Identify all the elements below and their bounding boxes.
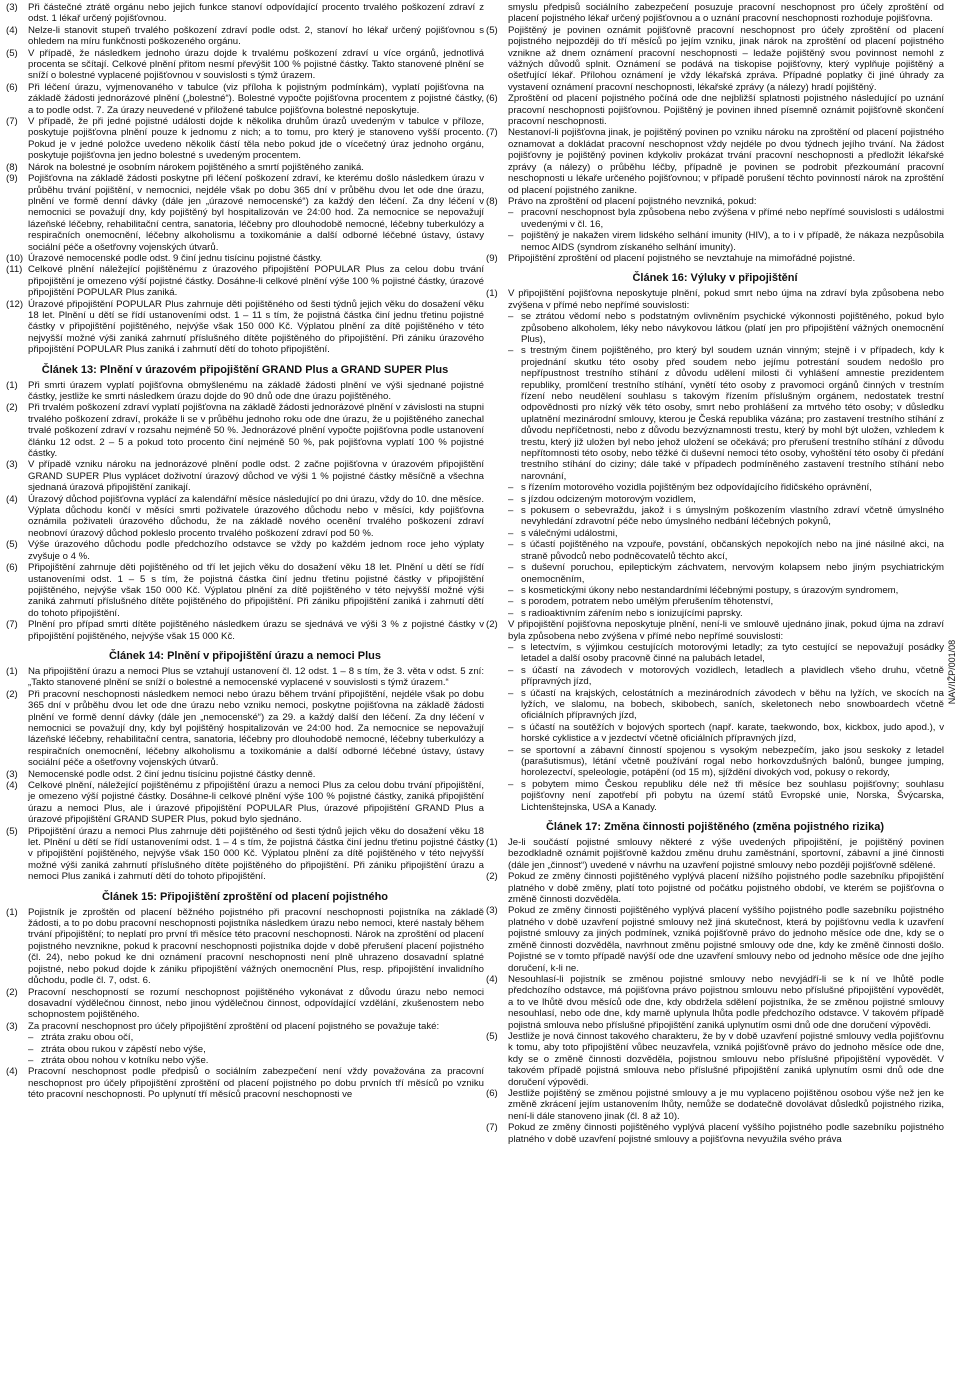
dash-item — [508, 665, 944, 688]
paragraph — [6, 666, 484, 689]
paragraph-text: Zproštění od placení pojistného počíná ode dne nejbližší splatnosti pojistného následující po uznání pracovní neschopnosti pojišťovnou. Pojištěný je povinen ihned písemně oznámit pojišťovně skončení pracovní neschopnosti. — [508, 93, 944, 128]
dash-item — [508, 494, 944, 505]
paragraph — [486, 1088, 944, 1122]
dash-item-text: pojištěný je nakažen virem lidského selhání imunity (HIV), a to i v případě, že nákaza nezpůsobila nemoc AIDS (syndrom získaného selhání imunity). — [521, 230, 944, 253]
art17-paragraphs — [486, 837, 944, 1145]
dash-bullet: – — [508, 539, 514, 551]
dash-bullet: – — [508, 345, 514, 357]
paragraph — [486, 93, 944, 127]
dash-item-text: s účastí na soutěžích v bojových sportech (např. karate, taekwondo, box, kickbox, judo apod.), v horské cyklistice a v jezdectví včetně oficiálních přípravných jízd, — [521, 721, 944, 745]
dash-item — [508, 779, 944, 813]
paragraph-number: (1) — [6, 379, 18, 391]
paragraph-text: Pokud ze změny činnosti pojištěného vyplývá placení nižšího pojistného podle sazebníku připojištění platného v době změny, platí toto pojistné od počátku pojistného období, ve kterém se pojišťovna o změně činnosti dozvěděla. — [508, 871, 944, 906]
dash-bullet: – — [508, 230, 514, 242]
paragraph-number: (4) — [486, 973, 498, 985]
paragraph — [6, 2, 484, 25]
paragraph — [6, 25, 484, 48]
paragraph — [6, 264, 484, 298]
paragraph-number: (7) — [486, 1122, 498, 1134]
dash-item-text: s letectvím, s výjimkou cestujících motorovými letadly; za tyto cestující se nepovažují posádky letadel a další osoby pracovně činné na palubách letadel, — [521, 641, 944, 665]
side-code-text: NAV/IŽP/001/08 — [947, 639, 957, 705]
paragraph — [6, 619, 484, 642]
paragraph-number: (5) — [6, 47, 18, 59]
dash-item-text: se ztrátou vědomí nebo s podstatným ovlivněním psychické výkonnosti pojištěného, pokud bylo způsobeno alkoholem, léky nebo návykovou látkou (platí jen pro připojištění vážných onemocnění Plus), — [521, 311, 944, 345]
art12-paragraphs — [6, 2, 484, 356]
continued-text: smyslu předpisů sociálního zabezpečení posuzuje pracovní neschopnost pro účely zproštění od placení pojistného lékař určený pojišťovnou a o uznání pracovní neschopnosti rozhoduje pojišťovna. — [508, 2, 944, 25]
dash-item-text: s účastí na krajských, celostátních a mezinárodních závodech v běhu na lyžích, ve skocích na lyžích, ve slalomu, na bobech, skibobech, saních, skeletonech nebo snowboardech včetně oficiálních přípravných jízd, — [521, 687, 944, 722]
art15-paragraphs-d — [486, 253, 944, 264]
dash-item — [508, 311, 944, 345]
paragraph-number: (1) — [486, 288, 498, 300]
paragraph-number: (7) — [6, 619, 18, 631]
paragraph — [486, 253, 944, 264]
art15-paragraphs-b — [6, 1066, 484, 1100]
art16-dash-list-2 — [486, 642, 944, 813]
paragraph — [486, 25, 944, 93]
paragraph-number: (2) — [6, 402, 18, 414]
paragraph-number: (5) — [486, 1030, 498, 1042]
dash-item-text: s pobytem mimo Českou republiku déle než tři měsíce bez souhlasu pojišťovny; souhlasu pojišťovny není zapotřebí při pobytu na území států Evropské unie, Norska, Švýcarska, Lichtenštejnska, USA a Kanady. — [521, 778, 944, 813]
dash-item — [508, 528, 944, 539]
paragraph-text: Pojišťovna na základě žádosti poskytne při léčení poškození zdraví, ke kterému došlo následkem úrazu v průběhu trvání pojištění, v nemocnici, nejdéle však po dobu 365 dní v průběhu dvou let ode dne úrazu, plnění ve formě denní dávky (dále jen „úrazové nemocenské“) za každý den léčení. Za dny léčení v nemocnici se považují dny, kdy pojištěný byl hospitalizován ve 24:00 hod. Za nemocnice se nepovažují lázeňské léčebny, rehabilitační centra, sanatoria, léčebny pro dlouhodobě nemocné, léčebny tuberkulózy a respiračních onemocnění, léčebny alkoholismu a toxikománie a další odborné léčebné ústavy, ústavy sociální péče a ošetřovny vojenských útvarů. — [28, 173, 484, 253]
dash-bullet: – — [508, 744, 514, 756]
paragraph-number: (7) — [6, 116, 18, 128]
dash-item — [508, 596, 944, 607]
paragraph-text: Právo na zproštění od placení pojistného nevzniká, pokud: — [508, 195, 757, 207]
dash-item-text: s kosmetickými úkony nebo nestandardními léčebnými postupy, s úrazovým syndromem, — [521, 584, 899, 596]
art14-paragraphs — [6, 666, 484, 883]
dash-item-text: s radioaktivním zářením nebo s ionizujícími paprsky. — [521, 607, 743, 619]
paragraph — [486, 127, 944, 195]
paragraph-number: (5) — [6, 539, 18, 551]
paragraph-number: (4) — [6, 493, 18, 505]
dash-item-text: s duševní poruchou, epileptickým záchvatem, nervovým kolapsem nebo jiným psychiatrickým onemocněním, — [521, 562, 944, 585]
art15-dash-list — [6, 1032, 484, 1066]
dash-item — [28, 1032, 484, 1043]
dash-bullet: – — [508, 482, 514, 494]
paragraph-text: V případě, že následkem jednoho úrazu dojde k trvalému poškození zdraví u více orgánů, jednotlivá procenta se sčítají. Celkové plnění přitom nesmí převýšit 100 % pojistné částky. Takto stanovené plnění se sníží o bolestné vyplacené pojišťovnou v souvislosti s týmž úrazem. — [28, 47, 484, 82]
dash-item-text: s účastí pojištěného na vzpouře, povstání, občanských nepokojích nebo na jiné násilné akci, na straně původců nebo podněcovatelů těchto akcí, — [521, 539, 944, 562]
paragraph — [6, 48, 484, 82]
paragraph — [486, 871, 944, 905]
paragraph-number: (4) — [6, 24, 18, 36]
paragraph-text: Pracovní neschopností se rozumí neschopnost pojištěného vykonávat z důvodu úrazu nebo nemoci dosavadní výdělečnou činnost, nebo jinou výdělečnou činnost, odpovídající vzdělání, zkušenostem nebo schopnostem pojištěného. — [28, 986, 484, 1021]
paragraph-text: V případě vzniku nároku na jednorázové plnění podle odst. 2 začne pojišťovna v úrazovém připojištění GRAND SUPER Plus vyplácet doživotní úrazový důchod ve výši 1 % pojistné částky měsíčně a všechna sjednaná úrazová připojištění zanikají. — [28, 459, 484, 494]
dash-bullet: – — [508, 721, 514, 733]
paragraph-number: (9) — [486, 252, 498, 264]
dash-item — [508, 482, 944, 493]
paragraph — [6, 82, 484, 116]
paragraph-text: Pokud ze změny činnosti pojištěného vyplývá placení vyššího pojistného podle sazebníku pojistného platného v době uzavření pojistné smlouvy než jiná skutečnost, která by pojišťovnu vedla k uzavření pojistné smlouvy za jiných podmínek, vzniká pojišťovně právo do jednoho měsíce ode dne, kdy se o změně činnosti dozvěděla, navrhnout změnu pojistné smlouvy ode dne, kdy ke změně činnosti došlo. Pojistné se v tomto případě navýší ode dne uzavření smlouvy nebo od jednoho měsíce ode dne jejího doručení, k-li ne. — [508, 905, 944, 974]
paragraph — [6, 162, 484, 173]
dash-item-text: s válečnými událostmi, — [521, 527, 618, 539]
paragraph-text: Pokud ze změny činnosti pojištěného vyplývá placení vyššího pojistného podle sazebníku pojistného platného v době uzavření pojistné smlouvy a pojišťovna nevyužila svého práva — [508, 1122, 944, 1145]
article-16-heading: Článek 16: Výluky v připojištění — [632, 272, 798, 285]
paragraph-text: Nelze-li stanovit stupeň trvalého poškození zdraví podle odst. 2, stanoví ho lékař určený pojišťovnou s ohledem na míru funkčnosti poškozeného orgánu. — [28, 24, 484, 48]
paragraph — [6, 689, 484, 769]
dash-bullet: – — [508, 596, 514, 608]
art15-paragraphs-c — [486, 25, 944, 208]
dash-item — [508, 608, 944, 619]
paragraph — [6, 780, 484, 826]
dash-item-text: ztráta zraku obou očí, — [41, 1032, 134, 1044]
dash-bullet: – — [28, 1043, 34, 1055]
paragraph-number: (6) — [486, 93, 498, 105]
paragraph — [486, 1122, 944, 1145]
dash-item-text: s trestným činem pojištěného, pro který byl soudem uznán vinným; stejně i v případech, kdy k projednání skutku této osoby před soudem nebo jejímu potrestání soudem nedošlo pro nepřípustnost trestního stíhání z důvodu udělení milosti či vyhlášení amnestie prezidentem republiky, promlčení trestního stíhání, vynětí této osoby z pravomoci orgánů činných v trestním řízení nebo neudělení souhlasu s takovým řízením příslušným orgánem, nedostatek trestní odpovědnosti pro nízký věk této osoby, smrt nebo prohlášení za mrtvého této osoby; v důsledku uplatnění mezinárodní smlouvy, kterou je Česká republika vázána; pro zastavení trestního stíhání z důvodu nepříčetnosti, nebo z důvodu bezvýznamnosti trestu, který by mohl být uložen, vzhledem k trestu, který již uložen byl nebo jehož uložení se očekává; pro přerušení trestního stíhání z důvodu nepřítomnosti této osoby, nebo těžké či duševní nemoci této osoby, vyhoštění této osoby či předání trestního stíhání do ciziny; dále také v případech podmíněného zastavení trestního stíhání nebo narovnání, — [521, 345, 944, 482]
paragraph-text: Úrazové nemocenské podle odst. 9 činí jednu tisícinu pojistné částky. — [28, 252, 323, 264]
side-code — [945, 622, 959, 722]
paragraph — [6, 116, 484, 162]
dash-bullet: – — [508, 778, 514, 790]
paragraph-number: (2) — [486, 619, 498, 631]
paragraph — [6, 826, 484, 883]
paragraph-text: V připojištění pojišťovna neposkytuje plnění, pokud smrt nebo újma na zdraví byla způsobena nebo zvýšena v přímé nebo nepřímé souvislosti: — [508, 288, 944, 311]
paragraph — [6, 459, 484, 493]
paragraph — [6, 987, 484, 1021]
paragraph-number: (12) — [6, 298, 24, 310]
dash-bullet: – — [508, 311, 514, 323]
article-14-heading: Článek 14: Plnění v připojištění úrazu a nemoci Plus — [108, 649, 382, 662]
dash-bullet: – — [508, 664, 514, 676]
paragraph — [486, 196, 944, 207]
article-15-heading: Článek 15: Připojištění zproštění od placení pojistného — [101, 890, 389, 903]
paragraph — [6, 1021, 484, 1032]
paragraph-text: Připojištění zproštění od placení pojistného se nevztahuje na mimořádné pojistné. — [508, 252, 856, 264]
art15-paragraphs-a — [6, 907, 484, 1032]
dash-item-text: ztráta obou rukou v zápěstí nebo výše, — [41, 1043, 206, 1055]
paragraph-text: Plnění pro případ smrti dítěte pojištěného následkem úrazu se sjednává ve výši 3 % z pojistné částky v připojištění pojištěného, nejvýše však 15 000 Kč. — [28, 619, 484, 642]
paragraph-text: V případě, že při jedné pojistné události dojde k několika druhům úrazů uvedeným v tabulce v příloze, poskytuje pojišťovna plnění pouze k jednomu z nich; a to tomu, pro který je stanoveno vyšší procento. Pokud je v jedné položce uvedeno několik částí těla nebo pokud jde o vícečetný úraz jednoho orgánu, poskytuje pojišťovna jen jedno bolestné s uvedeným procentem. — [28, 116, 484, 162]
dash-item — [508, 642, 944, 665]
paragraph-number: (11) — [6, 264, 23, 276]
paragraph-text: Celkové plnění, náležející pojištěnému z připojištění úrazu a nemoci Plus za celou dobu trvání připojištění, je omezeno výší pojistné částky. Dosáhne-li celkové plnění výše 100 % pojistné částky, zaniká připojištění úrazu a nemoci Plus, ale i úrazové připojištění POPULAR Plus, úrazové připojištění GRAND Plus a úrazové připojištění GRAND SUPER Plus, pokud bylo sjednáno. — [28, 780, 484, 826]
paragraph-text: Připojištění zahrnuje děti pojištěného od tří let jejich věku do dosažení věku 18 let. Plnění u dětí se řídí ustanoveními odst. 1 – 5 s tím, že pojistná částka činí jednu třetinu pojistné částky v připojištění pojištěného, nejvýše však 150 000 Kč. Výplatou plnění za dítě pojištěného v této nejvyšší možné výši zaniká zahrnutí příslušného dítěte pojištěného do připojištění. Při zániku připojištění zaniká i zahrnutí dětí do tohoto připojištění. — [28, 562, 484, 619]
dash-bullet: – — [508, 527, 514, 539]
paragraph — [486, 905, 944, 973]
dash-item — [28, 1055, 484, 1066]
paragraph-text: Nestanoví-li pojišťovna jinak, je pojištěný povinen po vzniku nároku na zproštění od placení pojistného oznamovat a dokládat pracovní neschopnost vždy nejdéle po dvou týdnech jejího trvání. Na žádost pojišťovny je pojištěný povinen kdykoliv prokázat trvání pracovní neschopnosti a předložit lékařské zprávy (a nálezy) o průběhu léčby, případně je povinen se podrobit přezkoumání pracovní neschopnosti u lékaře určeného pojišťovnou; v případě porušení těchto povinností nárok na zproštění od placení pojistného zanikne. — [508, 127, 944, 196]
left-column — [6, 2, 484, 1101]
dash-item — [508, 585, 944, 596]
paragraph-number: (2) — [486, 871, 498, 883]
paragraph-number: (3) — [6, 2, 18, 13]
paragraph-number: (10) — [6, 252, 24, 264]
dash-item-text: s pokusem o sebevraždu, jakož i s úmyslným poškozením vlastního zdraví včetně úmyslného nevyhledání zdravotní péče nebo úmyslného nedbání léčebných pokynů, — [521, 505, 944, 528]
paragraph-text: Celkové plnění náležející pojištěnému z úrazového připojištění POPULAR Plus za celou dobu trvání připojištění je omezeno výší pojistné částky. Dosáhne-li celkové plnění výše 100 % pojistné částky, úrazové připojištění POPULAR Plus zaniká. — [28, 264, 484, 299]
dash-item-text: s účastí na závodech v motorových vozidlech, letadlech a plavidlech všeho druhu, včetně přípravných jízd, — [521, 664, 944, 688]
art16-paragraphs-a — [486, 288, 944, 311]
dash-item — [508, 745, 944, 779]
article-13-heading: Článek 13: Plnění v úrazovém připojištění GRAND Plus a GRAND SUPER Plus — [41, 363, 449, 376]
paragraph-number: (1) — [6, 906, 18, 918]
art13-paragraphs — [6, 380, 484, 642]
paragraph-text: Pojištěný je povinen oznámit pojišťovně pracovní neschopnost pro účely zproštění od placení pojistného nejpozději do tří měsíců po jejím vzniku, jinak nárok na zproštění od placení pojistného vznikne až dnem oznámení pracovní neschopnosti – ledaže pojištěný svou povinnost nemohl z vážných důvodů splnit. Oznámení se podává na tiskopise pojišťovny, který vyplňuje pojištěný a ošetřující lékař. Přílohou oznámení je vždy lékařská zpráva. Případné poplatky či jiné úhrady za vystavení oznámení pracovní neschopnosti, lékařské zprávy (a nálezy) hradí pojištěný. — [508, 24, 944, 93]
paragraph — [6, 380, 484, 403]
paragraph — [6, 494, 484, 540]
dash-bullet: – — [508, 207, 514, 219]
dash-bullet: – — [508, 562, 514, 574]
dash-item-text: s jízdou odcizeným motorovým vozidlem, — [521, 493, 696, 505]
paragraph-text: Pojistník je zproštěn od placení běžného pojistného při pracovní neschopnosti pojistníka na základě žádosti, a to po dobu pracovní neschopnosti pojistníka následkem úrazu nebo nemoci, které nastaly během trvání připojištění; to neplatí pro první tři měsíce této pracovní neschopnosti. Nárok na zproštění od placení pojistného nevznikne, pokud k pracovní neschopnosti pojistníka dojde v době přerušení placení pojistného (čl. 24), nebo pokud ke dni oznámení pracovní neschopnosti není plně uhrazeno dosavadní splatné pojistné, nebo pokud dojde k zániku připojištění vážných onemocnění Plus, resp. připojištění invalidního důchodu, podle čl. 7, odst. 6. — [28, 906, 484, 987]
paragraph-number: (6) — [6, 81, 18, 93]
dash-bullet: – — [508, 505, 514, 517]
paragraph — [486, 837, 944, 871]
paragraph — [486, 1031, 944, 1088]
paragraph-number: (4) — [6, 780, 18, 791]
paragraph-number: (9) — [6, 173, 18, 185]
dash-bullet: – — [28, 1054, 34, 1066]
paragraph-text: V připojištění pojišťovna neposkytuje plnění, není-li ve smlouvě ujednáno jinak, pokud újma na zdraví byla způsobena nebo zvýšena v přímé nebo nepřímé souvislosti: — [508, 619, 944, 642]
paragraph — [6, 299, 484, 356]
paragraph — [6, 402, 484, 459]
paragraph-number: (6) — [6, 562, 18, 574]
dash-item-text: s porodem, potratem nebo umělým přerušením těhotenství, — [521, 596, 774, 608]
paragraph-number: (2) — [6, 688, 18, 700]
paragraph-text: Úrazové připojištění POPULAR Plus zahrnuje děti pojištěného od šesti týdnů jejich věku do dosažení věku 18 let. Plnění u dětí se řídí ustanoveními odst. 1 – 11 s tím, že pojistná částka činí jednu třetinu pojistné částky v připojištění pojištěného, nejvýše však 150 000 Kč. Výplatou plnění za dítě pojištěného v této nejvyšší možné výši zaniká zahrnutí příslušného dítěte pojištěného do připojištění. Při zániku úrazového připojištění POPULAR Plus zaniká i zahrnutí dětí do tohoto připojištění. — [28, 298, 484, 356]
article-17-heading: Článek 17: Změna činnosti pojištěného (změna pojistného rizika) — [545, 821, 884, 834]
dash-item — [508, 345, 944, 482]
paragraph-text: Nesouhlasí-li pojistník se změnou pojistné smlouvy nebo nevyjádří-li se k ní ve lhůtě podle předchozího odstavce, má pojišťovna právo pojistnou smlouvu nebo příslušné připojištění vypovědět, a to ve lhůtě dvou měsíců ode dne, kdy obdržela sdělení pojistníka, že se změnou pojistné smlouvy nesouhlasí, nebo ode dne, kdy marně uplynula lhůta podle předchozího odstavce. V takovém případě pojistná smlouva nebo příslušné připojištění zaniká uplynutím osmi dnů ode dne doručení výpovědi. — [508, 973, 944, 1031]
right-column — [486, 2, 944, 1145]
paragraph-number: (5) — [6, 825, 18, 837]
dash-item — [28, 1044, 484, 1055]
paragraph-text: Při smrti úrazem vyplatí pojišťovna obmyšlenému na základě žádosti plnění ve výši sjednané pojistné částky, jestliže ke smrti následkem úrazu dojde do 90 dnů ode dne úrazu pojištěného. — [28, 379, 484, 402]
paragraph — [6, 539, 484, 562]
paragraph-text: Při částečné ztrátě orgánu nebo jejich funkce stanoví odpovídající procento trvalého poškození zdraví z odst. 1 lékař určený pojišťovnou. — [28, 2, 484, 25]
dash-bullet: – — [508, 607, 514, 619]
dash-item-text: s řízením motorového vozidla pojištěným bez odpovídajícího řidičského oprávnění, — [521, 482, 872, 494]
dash-bullet: – — [508, 641, 514, 653]
art15-dash-list-2 — [486, 207, 944, 253]
paragraph-number: (3) — [486, 905, 498, 917]
paragraph-text: Úrazový důchod pojišťovna vyplácí za kalendářní měsíce následující po dni úrazu, vždy do 10. dne měsíce. Výplata důchodu končí v měsíci smrti poživatele úrazového důchodu nebo v měsíci, kdy pojišťovna oznámila poživateli úrazového důchodu, že na základě nového ocenění trvalého poškození zdraví neobnoví úrazový důchod pokleslo procento trvalého poškození zdraví pod 50 %. — [28, 493, 484, 539]
dash-bullet: – — [508, 584, 514, 596]
paragraph-text: Za pracovní neschopnost pro účely připojištění zproštění od placení pojistného se považuje také: — [28, 1020, 440, 1032]
dash-bullet: – — [28, 1032, 34, 1044]
dash-bullet: – — [508, 687, 514, 699]
paragraph-number: (3) — [6, 768, 18, 780]
paragraph-text: Jestliže je nová činnost takového charakteru, že by v době uzavření pojistné smlouvy vedla pojišťovnu k tomu, aby toto připojištění vůbec neuzavřela, vzniká pojišťovně právo do jednoho měsíce ode dne, kdy se o změně činnosti dozvěděla, pojistnou smlouvu nebo příslušné připojištění vypovědět. V takovém případě pojistná smlouva nebo příslušné připojištění zaniká uplynutím osmi dnů ode dne doručení výpovědi. — [508, 1030, 944, 1088]
dash-item — [508, 539, 944, 562]
paragraph-text: Výše úrazového důchodu podle předchozího odstavce se vždy po každém jednom roce jeho výplaty zvyšuje o 4 %. — [28, 539, 484, 562]
dash-item — [508, 230, 944, 253]
paragraph — [6, 907, 484, 987]
paragraph-number: (1) — [486, 837, 498, 849]
paragraph-number: (3) — [6, 1020, 18, 1032]
dash-item — [508, 207, 944, 230]
art16-dash-list-1 — [486, 311, 944, 619]
paragraph-text: Je-li součástí pojistné smlouvy některé z výše uvedených připojištění, je pojištěný povinen bezodkladně oznámit pojišťovně každou změnu druhu zaměstnání, sportovní, zábavní a jiné činnosti (dále jen „činnost“) uvedené v návrhu na uzavření pojistné smlouvy nebo později pojišťovně sdělené. — [508, 837, 944, 871]
paragraph-text: Při pracovní neschopnosti následkem nemoci nebo úrazu během trvání připojištění, nejdéle však po dobu 365 dní v průběhu dvou let ode dne úrazu nebo vzniku nemoci, poskytne pojišťovna na základě žádosti plnění ve formě denní dávky (dále jen „nemocenské“) za 29. a každý další den léčení. Za dny léčení v nemocnici se považují dny, kdy byl pojištěný hospitalizován ve 24:00 hod. Za nemocnice se nepovažují lázeňské léčebny, rehabilitační centra, sanatoria, léčebny pro dlouhodobě nemocné, léčebny tuberkulózy a respiračních onemocnění, léčebny alkoholismu a toxikománie a další odborné léčebné ústavy, ústavy sociální péče a ošetřovny vojenských útvarů. — [28, 688, 484, 769]
paragraph-number: (8) — [6, 161, 18, 173]
paragraph-text: Při léčení úrazu, vyjmenovaného v tabulce (viz příloha k pojistným podmínkám), vyplatí pojišťovna na základě žádosti jednorázové plnění („bolestné“). Bolestné vypočte pojišťovna procentem z pojistné částky, a to podle odst. 7. Za úrazy neuvedené v přiložené tabulce pojišťovna bolestné neposkytuje. — [28, 81, 484, 116]
dash-item — [508, 562, 944, 585]
paragraph-number: (5) — [486, 24, 498, 36]
paragraph-number: (4) — [6, 1066, 18, 1078]
paragraph-number: (6) — [486, 1087, 498, 1099]
paragraph-text: Při trvalém poškození zdraví vyplatí pojišťovna na základě žádosti jednorázové plnění v závislosti na stupni trvalého poškození zdraví, prokáže li se v průběhu jednoho roku ode dne úrazu, že u pojištěného zanechal trvalé poškození zdraví v rozsahu nejméně 50 %. Jednorázové plnění vypočte pojišťovna podle ustanovení článku 12 odst. 2 – 5 a pokud toto procento činí nejméně 50 %, pak pojišťovna vyplatí 100 % pojistné částky. — [28, 402, 484, 460]
dash-item — [508, 505, 944, 528]
paragraph-text: Nemocenské podle odst. 2 činí jednu tisícinu pojistné částky denně. — [28, 768, 316, 780]
paragraph-text: Nárok na bolestné je osobním nárokem pojištěného a smrtí pojištěného zaniká. — [28, 161, 364, 173]
paragraph-text: Na připojištění úrazu a nemoci Plus se vztahují ustanovení čl. 12 odst. 1 – 8 s tím, že 3. věta v odst. 5 zní: „Takto stanovené plnění se sníží o bolestné a nemocenské vyplacené v souvislosti s týmž úrazem.“ — [28, 665, 484, 689]
paragraph — [6, 562, 484, 619]
art16-paragraphs-b — [486, 619, 944, 642]
paragraph — [6, 173, 484, 253]
paragraph-number: (8) — [486, 195, 498, 207]
dash-item — [508, 688, 944, 722]
paragraph — [6, 1066, 484, 1100]
paragraph-text: Připojištění úrazu a nemoci Plus zahrnuje děti pojištěného od šesti týdnů jejich věku do dosažení věku 18 let. Plnění u dětí se řídí ustanoveními odst. 1 – 4 s tím, že pojistná částka činí jednu třetinu pojistné částky v připojištění pojištěného, nejvýše však 150 000 Kč. Výplatou plnění za dítě pojištěného v této nejvyšší možné výši zaniká zahrnutí příslušného dítěte pojištěného do připojištění. Při zániku připojištění úrazu a nemoci Plus zaniká i zahrnutí dětí do tohoto připojištění. — [28, 825, 484, 883]
dash-item-text: se sportovní a zábavní činností spojenou s vysokým nebezpečím, jako jsou seskoky z letadel (parašutismus), létání včetně používání rogal nebo horkovzdušných balónů, bungee jumping, horolezectví, speleologie, potápění (od 15 m), sjíždění divokých vod, pokusy o rekordy, — [521, 744, 944, 779]
dash-item — [508, 722, 944, 745]
paragraph-text: Pracovní neschopnost podle předpisů o sociálním zabezpečení není vždy považována za pracovní neschopnost pro účely připojištění zproštění od placení pojistného po dobu prvních tří měsíců po vzniku této pracovní neschopnosti. Po uplynutí tří měsíců pracovní neschopnosti ve — [28, 1066, 484, 1101]
paragraph — [486, 619, 944, 642]
paragraph — [6, 769, 484, 780]
paragraph-text: Jestliže pojištěný se změnou pojistné smlouvy a je mu vyplaceno pojištěnou osobou výše než jen ke změně zkrácení jejím ustanovením lhůty, nemůže se dodatečně dovolávat důsledků pojistného rizika, není-li dále stanoveno jinak (čl. 8 až 10). — [508, 1087, 944, 1122]
paragraph — [486, 974, 944, 1031]
paragraph-number: (2) — [6, 986, 18, 998]
paragraph — [6, 253, 484, 264]
paragraph-number: (7) — [486, 127, 498, 139]
dash-bullet: – — [508, 493, 514, 505]
dash-item-text: ztráta obou nohou v kotníku nebo výše. — [41, 1054, 209, 1066]
paragraph-number: (3) — [6, 459, 18, 471]
dash-item-text: pracovní neschopnost byla způsobena nebo zvýšena v přímé nebo nepřímé souvislosti s událostmi uvedenými v čl. 16, — [521, 207, 944, 230]
paragraph-number: (1) — [6, 665, 18, 677]
paragraph — [486, 288, 944, 311]
